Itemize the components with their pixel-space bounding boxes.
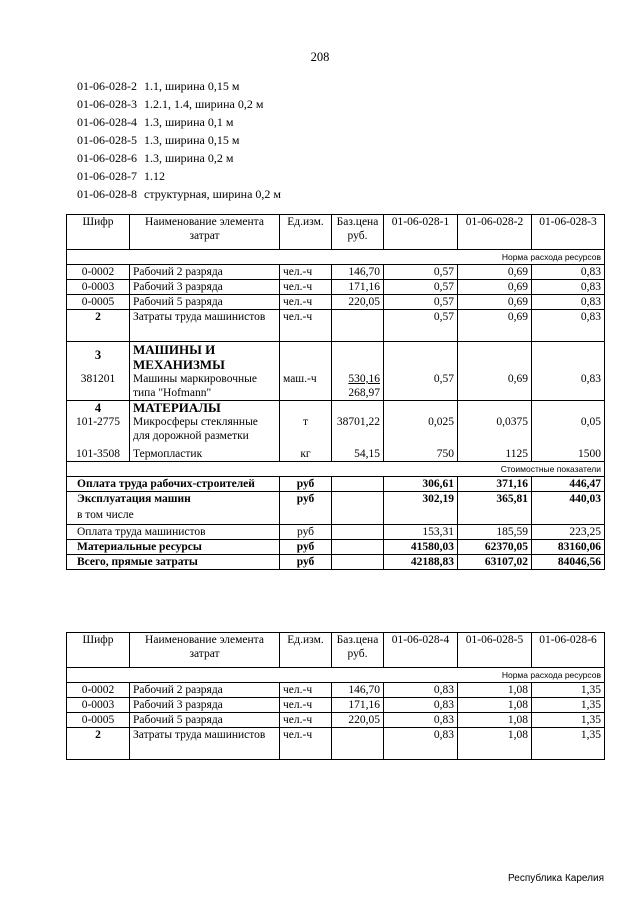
code-item (70, 167, 281, 185)
row-value: 0,83 (384, 683, 458, 698)
header-cell: Шифр (67, 633, 130, 668)
cost-row (67, 525, 605, 540)
row-code: 0-0002 (67, 265, 130, 280)
row-price: 38701,22 (332, 415, 384, 443)
row-unit: чел.-ч (280, 728, 332, 760)
row-value: 1,35 (532, 728, 605, 760)
code-id: 01-06-028-8 (77, 187, 137, 201)
row-code: 101-2775 (67, 415, 130, 443)
norm-label: Норма расхода ресурсов (67, 668, 605, 683)
code-desc: 1.3, ширина 0,2 м (144, 151, 234, 165)
row-value: 0,83 (384, 713, 458, 728)
row-value: 0,69 (458, 310, 532, 342)
cost-value: 62370,05 (458, 540, 532, 555)
row-price: 171,16 (332, 280, 384, 295)
row-code: 101-3508 (67, 443, 130, 462)
row-price: 54,15 (332, 443, 384, 462)
table-row (67, 295, 605, 310)
row-code: 0-0005 (67, 713, 130, 728)
cost-name: Материальные ресурсы (67, 540, 280, 555)
cost-value: 84046,56 (532, 555, 605, 570)
row-value: 0,05 (532, 415, 605, 443)
cost-sub: в том числе (77, 509, 134, 521)
header-cell: Наименование элемента затрат (130, 215, 280, 250)
row-value: 1,35 (532, 698, 605, 713)
cost-row (67, 555, 605, 570)
code-item (70, 149, 281, 167)
cost-row (67, 492, 605, 525)
section-row (67, 342, 605, 373)
price-top: 530,16 (348, 373, 380, 385)
cost-value: 446,47 (532, 477, 605, 492)
cost-name: Оплата труда рабочих-строителей (67, 477, 280, 492)
row-unit: чел.-ч (280, 295, 332, 310)
row-value: 0,83 (532, 280, 605, 295)
row-value: 0,69 (458, 295, 532, 310)
code-id: 01-06-028-3 (77, 97, 137, 111)
cost-value: 63107,02 (458, 555, 532, 570)
cost-value: 185,59 (458, 525, 532, 540)
code-id: 01-06-028-6 (77, 151, 137, 165)
row-value: 0,83 (384, 728, 458, 760)
row-value: 750 (384, 443, 458, 462)
row-value: 0,83 (532, 372, 605, 401)
code-desc: 1.12 (144, 169, 165, 183)
code-desc: структурная, ширина 0,2 м (144, 187, 282, 201)
header-cell: Ед.изм. (280, 633, 332, 668)
row-name: Рабочий 5 разряда (130, 295, 280, 310)
cost-value: 83160,06 (532, 540, 605, 555)
table-row (67, 683, 605, 698)
cost-name: Оплата труда машинистов (67, 525, 280, 540)
code-id: 01-06-028-4 (77, 115, 137, 129)
row-unit: чел.-ч (280, 713, 332, 728)
row-value: 0,0375 (458, 415, 532, 443)
row-name: Затраты труда машинистов (130, 728, 280, 760)
row-name: Рабочий 5 разряда (130, 713, 280, 728)
row-name: Рабочий 3 разряда (130, 698, 280, 713)
row-value: 0,83 (384, 698, 458, 713)
cost-value: 371,16 (458, 477, 532, 492)
row-unit: чел.-ч (280, 698, 332, 713)
row-unit: чел.-ч (280, 310, 332, 342)
header-cell: Наименование элемента затрат (130, 633, 280, 668)
row-unit: чел.-ч (280, 683, 332, 698)
row-value: 0,57 (384, 280, 458, 295)
cost-row (67, 540, 605, 555)
code-desc: 1.3, ширина 0,1 м (144, 115, 234, 129)
code-desc: 1.3, ширина 0,15 м (144, 133, 240, 147)
row-price: 146,70 (332, 265, 384, 280)
table-row (67, 415, 605, 443)
row-value: 0,69 (458, 265, 532, 280)
row-value: 0,57 (384, 295, 458, 310)
code-item (70, 113, 281, 131)
code-list (70, 77, 281, 203)
row-unit: маш.-ч (280, 372, 332, 401)
table-row (67, 310, 605, 342)
row-value: 1500 (532, 443, 605, 462)
row-name: Рабочий 2 разряда (130, 265, 280, 280)
cost-unit: руб (280, 555, 332, 570)
cost-name-cell (67, 492, 280, 525)
row-value: 0,69 (458, 372, 532, 401)
code-id: 01-06-028-2 (77, 79, 137, 93)
section-code: 3 (67, 342, 130, 373)
code-item (70, 95, 281, 113)
row-price (332, 728, 384, 760)
footer-region: Республика Карелия (508, 873, 604, 884)
cost-label: Стоимостные показатели (67, 462, 605, 477)
row-value: 0,83 (532, 310, 605, 342)
header-cell: 01-06-028-5 (458, 633, 532, 668)
cost-unit: руб (280, 525, 332, 540)
code-desc: 1.2.1, 1.4, ширина 0,2 м (144, 97, 264, 111)
cost-name: Эксплуатация машин (77, 493, 191, 505)
row-value: 1,08 (458, 713, 532, 728)
row-value: 1,08 (458, 728, 532, 760)
cost-value: 153,31 (384, 525, 458, 540)
code-desc: 1.1, ширина 0,15 м (144, 79, 240, 93)
header-cell: 01-06-028-6 (532, 633, 605, 668)
cost-value: 440,03 (532, 492, 605, 525)
row-value: 1125 (458, 443, 532, 462)
row-unit: кг (280, 443, 332, 462)
row-name: Рабочий 3 разряда (130, 280, 280, 295)
header-cell: 01-06-028-2 (458, 215, 532, 250)
cost-unit: руб (280, 540, 332, 555)
header-cell: Ед.изм. (280, 215, 332, 250)
cost-value: 42188,83 (384, 555, 458, 570)
section-code: 4 (67, 401, 130, 416)
resource-table-2 (66, 632, 605, 760)
row-unit: чел.-ч (280, 265, 332, 280)
table-row (67, 443, 605, 462)
row-name: Микросферы стеклянные для дорожной разметки (130, 415, 280, 443)
header-cell: Шифр (67, 215, 130, 250)
row-code: 2 (67, 728, 130, 760)
row-unit: т (280, 415, 332, 443)
row-value: 0,025 (384, 415, 458, 443)
code-id: 01-06-028-7 (77, 169, 137, 183)
row-price: 171,16 (332, 698, 384, 713)
table-row (67, 280, 605, 295)
row-value: 1,08 (458, 698, 532, 713)
row-value: 1,35 (532, 713, 605, 728)
table-row (67, 713, 605, 728)
row-name: Термопластик (130, 443, 280, 462)
header-cell: 01-06-028-3 (532, 215, 605, 250)
row-value: 0,57 (384, 372, 458, 401)
table-row (67, 372, 605, 401)
table-row (67, 728, 605, 760)
page-number: 208 (310, 50, 330, 64)
row-value: 1,08 (458, 683, 532, 698)
header-cell: 01-06-028-4 (384, 633, 458, 668)
row-code: 0-0002 (67, 683, 130, 698)
row-value: 0,83 (532, 265, 605, 280)
section-title: МАТЕРИАЛЫ (130, 401, 280, 416)
table-row (67, 698, 605, 713)
cost-value: 302,19 (384, 492, 458, 525)
header-cell: 01-06-028-1 (384, 215, 458, 250)
price-bottom: 268,97 (348, 387, 380, 399)
row-value: 0,69 (458, 280, 532, 295)
table-row (67, 265, 605, 280)
table-header-row (67, 633, 605, 668)
row-value: 0,83 (532, 295, 605, 310)
cost-unit: руб (280, 492, 332, 525)
row-price: 220,05 (332, 713, 384, 728)
header-cell: Баз.цена руб. (332, 633, 384, 668)
header-cell: Баз.цена руб. (332, 215, 384, 250)
norm-label: Норма расхода ресурсов (67, 250, 605, 265)
row-code: 0-0005 (67, 295, 130, 310)
cost-value: 41580,03 (384, 540, 458, 555)
cost-row (67, 477, 605, 492)
row-name: Машины маркировочные типа "Hofmann" (130, 372, 280, 401)
row-name: Рабочий 2 разряда (130, 683, 280, 698)
cost-unit: руб (280, 477, 332, 492)
row-price: 146,70 (332, 683, 384, 698)
code-item (70, 185, 281, 203)
section-row (67, 401, 605, 416)
code-id: 01-06-028-5 (77, 133, 137, 147)
cost-value: 306,61 (384, 477, 458, 492)
code-item (70, 131, 281, 149)
cost-value: 365,81 (458, 492, 532, 525)
table-header-row (67, 215, 605, 250)
row-price (332, 310, 384, 342)
row-code: 381201 (67, 372, 130, 401)
section-title: МАШИНЫ И МЕХАНИЗМЫ (130, 342, 280, 373)
row-value: 0,57 (384, 310, 458, 342)
code-item (70, 77, 281, 95)
row-code: 2 (67, 310, 130, 342)
row-price (332, 372, 384, 401)
row-value: 1,35 (532, 683, 605, 698)
row-code: 0-0003 (67, 698, 130, 713)
cost-value: 223,25 (532, 525, 605, 540)
row-code: 0-0003 (67, 280, 130, 295)
row-unit: чел.-ч (280, 280, 332, 295)
resource-table-1 (66, 214, 605, 570)
row-value: 0,57 (384, 265, 458, 280)
row-name: Затраты труда машинистов (130, 310, 280, 342)
cost-name: Всего, прямые затраты (67, 555, 280, 570)
row-price: 220,05 (332, 295, 384, 310)
